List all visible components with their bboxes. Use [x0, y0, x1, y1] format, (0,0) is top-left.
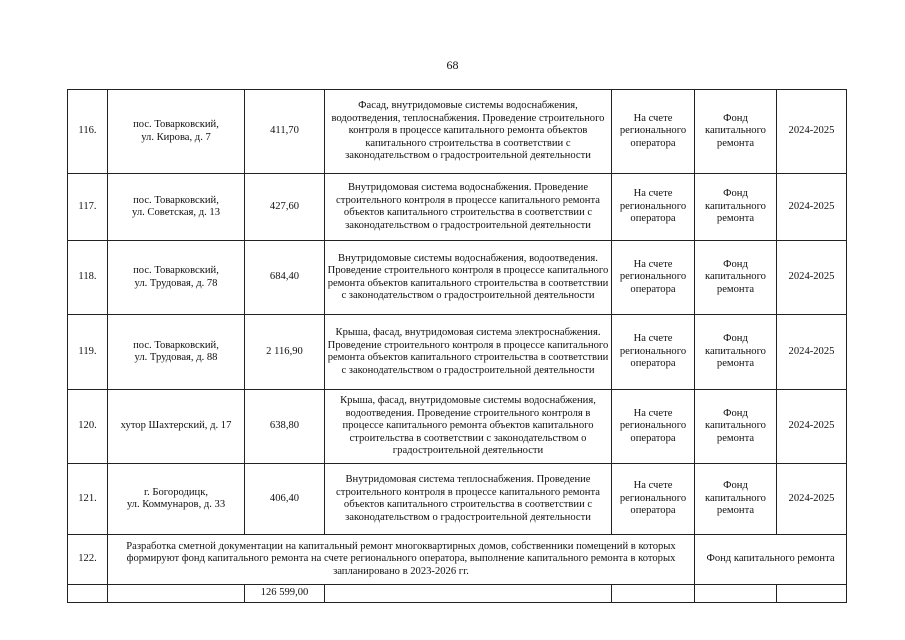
works-description-cell: Крыша, фасад, внутридомовая система электроснабжения. Проведение строительного контроля в процессе капитального ремонта объектов капитального строительства в соответствии с законодательством о градостроительной деятельности: [325, 315, 612, 390]
page-number: 68: [446, 58, 459, 72]
funding-source-cell: Фонд капитального ремонта: [695, 90, 777, 174]
table-row: [68, 464, 847, 535]
row-number-cell: 117.: [68, 174, 108, 241]
table-row: [68, 535, 847, 585]
account-type-cell: На счете регионального оператора: [612, 241, 695, 315]
capital-repair-table: [67, 89, 847, 603]
funding-source-cell: Фонд капитального ремонта: [695, 464, 777, 535]
area-cell: 638,80: [245, 390, 325, 464]
address-cell: хутор Шахтерский, д. 17: [108, 390, 245, 464]
works-description-cell: Внутридомовая система теплоснабжения. Проведение строительного контроля в процессе капитального ремонта объектов капитального строительства в соответствии с законодательством о градостроительной деятельности: [325, 464, 612, 535]
empty-cell: [325, 585, 612, 603]
empty-cell: [612, 585, 695, 603]
period-cell: 2024-2025: [777, 174, 847, 241]
account-type-cell: На счете регионального оператора: [612, 390, 695, 464]
table-row: [68, 315, 847, 390]
works-description-cell: Внутридомовые системы водоснабжения, водоотведения. Проведение строительного контроля в процессе капитального ремонта объектов капитального строительства в соответствии с законодательством о градостроительной деятельности: [325, 241, 612, 315]
works-description-cell: Внутридомовая система водоснабжения. Проведение строительного контроля в процессе капитального ремонта объектов капитального строительства в соответствии с законодательством о градостроительной деятельности: [325, 174, 612, 241]
account-type-cell: На счете регионального оператора: [612, 90, 695, 174]
works-description-cell: Фасад, внутридомовые системы водоснабжения, водоотведения, теплоснабжения. Проведение строительного контроля в процессе капитального ремонта объектов капитального строительства в соответствии с законодательством о градостроительной деятельности: [325, 90, 612, 174]
address-cell: пос. Товарковский, ул. Трудовая, д. 88: [108, 315, 245, 390]
table-row: [68, 90, 847, 174]
table-row: [68, 241, 847, 315]
period-cell: 2024-2025: [777, 390, 847, 464]
account-type-cell: На счете регионального оператора: [612, 464, 695, 535]
table-row: [68, 174, 847, 241]
estimate-documentation-cell: Разработка сметной документации на капитальный ремонт многоквартирных домов, собственники помещений в которых формируют фонд капитального ремонта на счете регионального оператора, выполнение капитального ремонта в которых запланировано в 2023-2026 гг.: [108, 535, 695, 585]
row-number-cell: 121.: [68, 464, 108, 535]
area-cell: 406,40: [245, 464, 325, 535]
funding-source-cell: Фонд капитального ремонта: [695, 315, 777, 390]
address-cell: г. Богородицк, ул. Коммунаров, д. 33: [108, 464, 245, 535]
total-row: [68, 585, 847, 603]
row-number-cell: 122.: [68, 535, 108, 585]
works-description-cell: Крыша, фасад, внутридомовые системы водоснабжения, водоотведения. Проведение строительного контроля в процессе капитального ремонта объектов капитального строительства в соответствии с законодательством о градостроительной деятельности: [325, 390, 612, 464]
funding-source-cell: Фонд капитального ремонта: [695, 241, 777, 315]
period-cell: 2024-2025: [777, 90, 847, 174]
funding-source-cell: Фонд капитального ремонта: [695, 535, 847, 585]
funding-source-cell: Фонд капитального ремонта: [695, 174, 777, 241]
table-row: [68, 390, 847, 464]
funding-source-cell: Фонд капитального ремонта: [695, 390, 777, 464]
row-number-cell: 120.: [68, 390, 108, 464]
empty-cell: [695, 585, 777, 603]
empty-cell: [777, 585, 847, 603]
period-cell: 2024-2025: [777, 464, 847, 535]
account-type-cell: На счете регионального оператора: [612, 174, 695, 241]
row-number-cell: 116.: [68, 90, 108, 174]
total-area-cell: 126 599,00: [245, 585, 325, 603]
account-type-cell: На счете регионального оператора: [612, 315, 695, 390]
empty-cell: [68, 585, 108, 603]
address-cell: пос. Товарковский, ул. Трудовая, д. 78: [108, 241, 245, 315]
period-cell: 2024-2025: [777, 315, 847, 390]
area-cell: 427,60: [245, 174, 325, 241]
area-cell: 684,40: [245, 241, 325, 315]
area-cell: 411,70: [245, 90, 325, 174]
address-cell: пос. Товарковский, ул. Кирова, д. 7: [108, 90, 245, 174]
address-cell: пос. Товарковский, ул. Советская, д. 13: [108, 174, 245, 241]
area-cell: 2 116,90: [245, 315, 325, 390]
row-number-cell: 118.: [68, 241, 108, 315]
period-cell: 2024-2025: [777, 241, 847, 315]
empty-cell: [108, 585, 245, 603]
row-number-cell: 119.: [68, 315, 108, 390]
